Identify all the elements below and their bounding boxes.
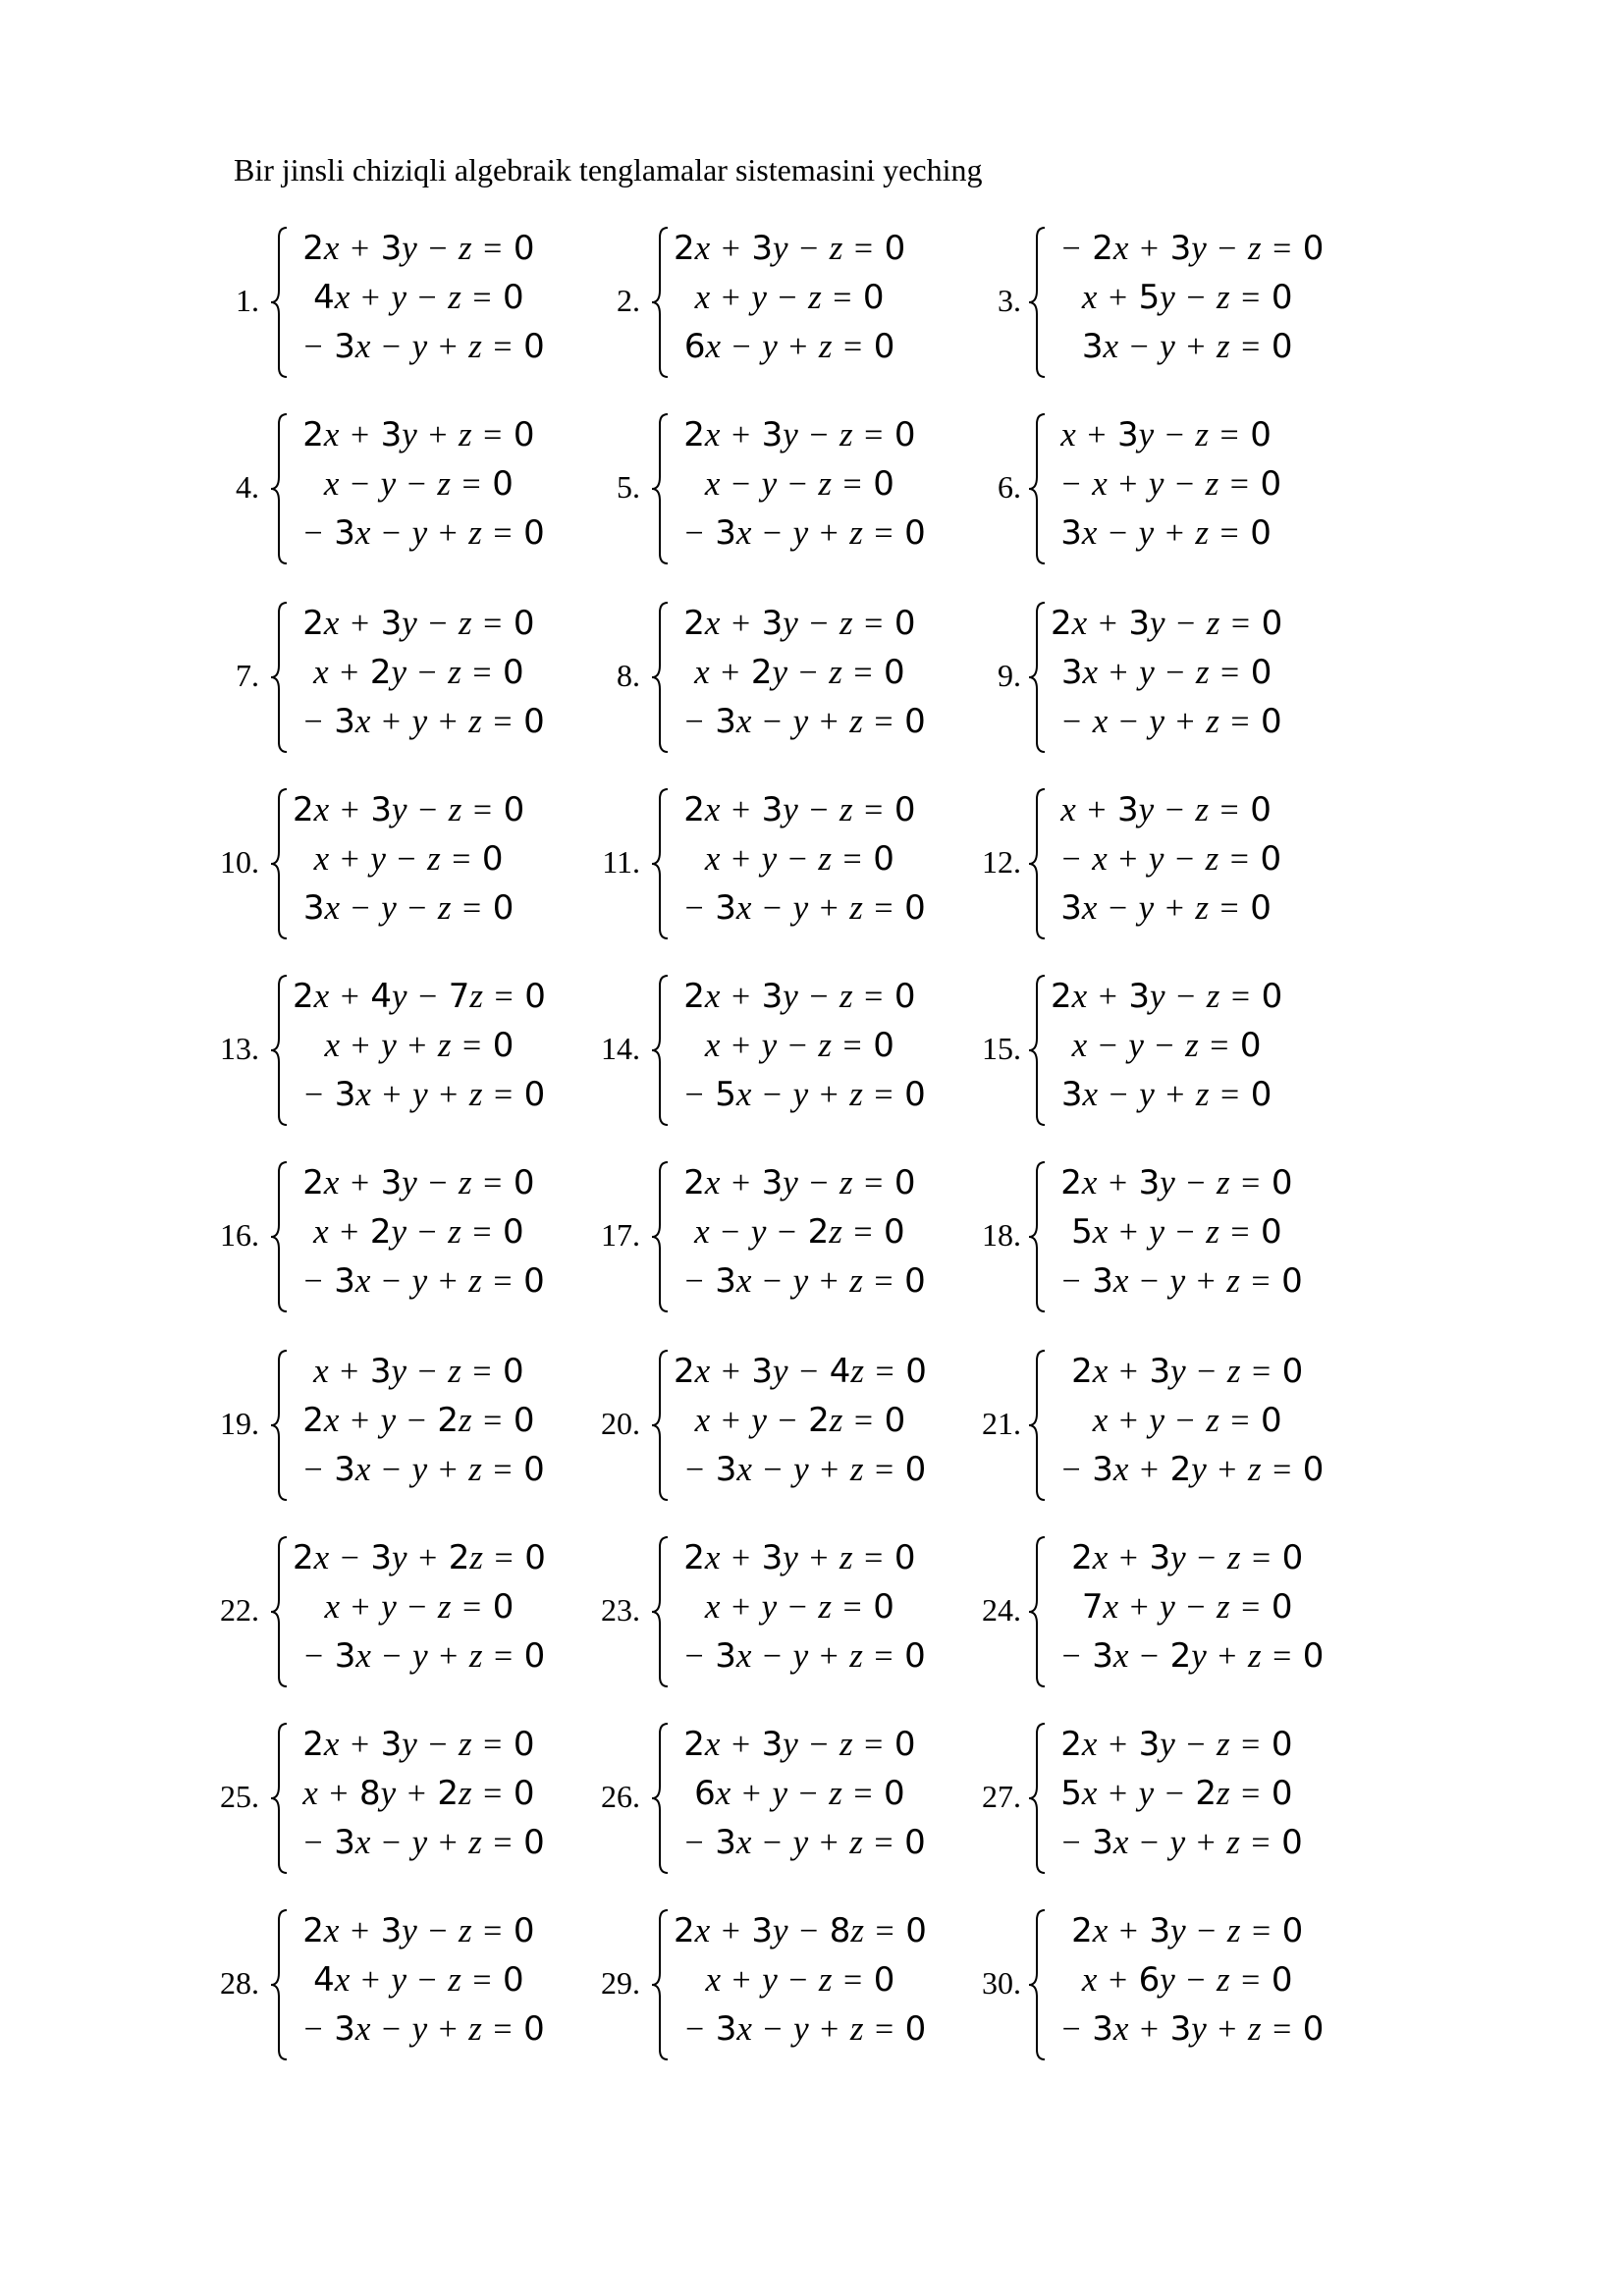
equation-system bbox=[0, 785, 1624, 942]
left-brace-icon bbox=[1027, 599, 1051, 756]
equation: 2x − 3y + 2z = 0 bbox=[293, 1538, 546, 1577]
equation: 2x + 3y − z = 0 bbox=[302, 1163, 535, 1202]
equation: − 3x − y + z = 0 bbox=[677, 702, 926, 741]
equation: x + 2y − z = 0 bbox=[313, 653, 524, 692]
left-brace-icon bbox=[1027, 1158, 1051, 1315]
equation-system bbox=[0, 224, 1624, 381]
system-number: 26. bbox=[601, 1779, 640, 1814]
equation: − 3x − y + z = 0 bbox=[677, 513, 926, 553]
equation: x + 6y − z = 0 bbox=[1081, 1960, 1293, 2000]
system-number: 11. bbox=[602, 844, 640, 880]
equation: 2x + 3y − z = 0 bbox=[683, 415, 916, 454]
equation: 2x + y − 2z = 0 bbox=[302, 1401, 535, 1440]
equation: 2x + 3y − z = 0 bbox=[1060, 1725, 1293, 1764]
equation: − 3x + 3y + z = 0 bbox=[1054, 2009, 1325, 2049]
equation: x + y − z = 0 bbox=[324, 1587, 514, 1627]
system-number: 4. bbox=[236, 469, 259, 505]
equation-system bbox=[0, 1158, 1624, 1315]
system-number: 17. bbox=[601, 1217, 640, 1253]
equations-block bbox=[1051, 599, 1282, 746]
equation: 2x + 3y − z = 0 bbox=[1051, 604, 1283, 643]
equation: 2x + 3y − z = 0 bbox=[683, 604, 916, 643]
equation: x + 3y − z = 0 bbox=[1060, 790, 1272, 829]
equation: x + y + z = 0 bbox=[324, 1026, 514, 1065]
equation: − 3x − y + z = 0 bbox=[677, 1636, 926, 1676]
system-number: 5. bbox=[617, 469, 640, 505]
equation: − 3x − y + z = 0 bbox=[296, 327, 545, 366]
equation: x + y − z = 0 bbox=[694, 278, 885, 317]
equation: x + 3y − z = 0 bbox=[1060, 415, 1272, 454]
equation: 2x + 3y − z = 0 bbox=[683, 1725, 916, 1764]
system-number: 27. bbox=[982, 1779, 1021, 1814]
equation: x − y − z = 0 bbox=[704, 464, 894, 504]
system-number: 3. bbox=[998, 283, 1021, 318]
equation: 2x + 3y − z = 0 bbox=[683, 790, 916, 829]
equation: − 3x − 2y + z = 0 bbox=[1054, 1636, 1325, 1676]
equation: 2x + 3y − z = 0 bbox=[1071, 1911, 1304, 1950]
equation: − 3x − y + z = 0 bbox=[677, 1823, 926, 1862]
equation: 2x + 3y − z = 0 bbox=[1071, 1538, 1304, 1577]
equations-block bbox=[1051, 1347, 1324, 1494]
equation-system bbox=[0, 1906, 1624, 2063]
equation: 2x + 3y − z = 0 bbox=[1051, 977, 1283, 1016]
equation: 5x + y − z = 0 bbox=[1071, 1212, 1282, 1252]
equation: 3x − y + z = 0 bbox=[1081, 327, 1293, 366]
equation: − 3x − y + z = 0 bbox=[1054, 1261, 1303, 1301]
equation: 4x + y − z = 0 bbox=[313, 278, 524, 317]
equation: 3x − y − z = 0 bbox=[302, 888, 514, 928]
left-brace-icon bbox=[1027, 1533, 1051, 1690]
equation: x + y − z = 0 bbox=[704, 1587, 894, 1627]
equation: 4x + y − z = 0 bbox=[313, 1960, 524, 2000]
equation: − 3x − y + z = 0 bbox=[296, 513, 545, 553]
system-number: 20. bbox=[601, 1406, 640, 1441]
equation: 2x + 3y − z = 0 bbox=[302, 1725, 535, 1764]
equation: − 3x + 2y + z = 0 bbox=[1054, 1450, 1325, 1489]
equation: − 3x − y + z = 0 bbox=[1054, 1823, 1303, 1862]
equation: − 3x − y + z = 0 bbox=[677, 888, 926, 928]
equation-system bbox=[0, 1533, 1624, 1690]
system-number: 2. bbox=[617, 283, 640, 318]
equation: 3x − y + z = 0 bbox=[1060, 1075, 1272, 1114]
equations-block bbox=[1051, 1158, 1303, 1306]
equations-block bbox=[1051, 785, 1281, 933]
equation: − 3x − y + z = 0 bbox=[296, 2009, 545, 2049]
equation: x + 2y − z = 0 bbox=[694, 653, 905, 692]
equation: x + y − z = 0 bbox=[705, 1960, 895, 2000]
equation: x − y − z = 0 bbox=[323, 464, 514, 504]
left-brace-icon bbox=[1027, 410, 1051, 567]
equation: 2x + 3y − z = 0 bbox=[302, 1911, 535, 1950]
system-number: 19. bbox=[220, 1406, 259, 1441]
equation: 2x + 3y − z = 0 bbox=[674, 229, 906, 268]
equation: 2x + 3y + z = 0 bbox=[683, 1538, 916, 1577]
equation: x − y − 2z = 0 bbox=[694, 1212, 905, 1252]
equation: − 3x − y + z = 0 bbox=[677, 1450, 927, 1489]
equation: 2x + 3y − z = 0 bbox=[683, 977, 916, 1016]
equation: 2x + 4y − 7z = 0 bbox=[293, 977, 546, 1016]
system-number: 6. bbox=[998, 469, 1021, 505]
equation-system bbox=[0, 1720, 1624, 1877]
equation: 2x + 3y − z = 0 bbox=[302, 229, 535, 268]
system-number: 10. bbox=[220, 844, 259, 880]
system-number: 16. bbox=[220, 1217, 259, 1253]
system-number: 28. bbox=[220, 1965, 259, 2001]
equation: − 3x + y + z = 0 bbox=[296, 702, 545, 741]
equation: 2x + 3y − z = 0 bbox=[1071, 1352, 1304, 1391]
left-brace-icon bbox=[1027, 224, 1051, 381]
system-number: 9. bbox=[998, 658, 1021, 693]
equations-block bbox=[1051, 972, 1282, 1119]
system-number: 22. bbox=[220, 1592, 259, 1628]
system-number: 13. bbox=[220, 1031, 259, 1066]
equation: x + y − z = 0 bbox=[1092, 1401, 1282, 1440]
left-brace-icon bbox=[1027, 972, 1051, 1129]
left-brace-icon bbox=[1027, 1347, 1051, 1504]
equation: x + y − 2z = 0 bbox=[694, 1401, 906, 1440]
equations-block bbox=[1051, 1906, 1324, 2054]
system-number: 18. bbox=[982, 1217, 1021, 1253]
equation-system bbox=[0, 1347, 1624, 1504]
equation: − x − y + z = 0 bbox=[1054, 702, 1282, 741]
equation: 2x + 3y − z = 0 bbox=[293, 790, 525, 829]
equation: 3x − y + z = 0 bbox=[1060, 888, 1272, 928]
equation: − 3x − y + z = 0 bbox=[677, 1261, 926, 1301]
equation: − x + y − z = 0 bbox=[1054, 839, 1282, 879]
equation: x + 2y − z = 0 bbox=[313, 1212, 524, 1252]
system-number: 15. bbox=[982, 1031, 1021, 1066]
equation: − 3x + y + z = 0 bbox=[296, 1075, 546, 1114]
equation: − 3x − y + z = 0 bbox=[296, 1261, 545, 1301]
equation: x + 8y + 2z = 0 bbox=[302, 1774, 535, 1813]
system-number: 29. bbox=[601, 1965, 640, 2001]
equation: 7x + y − z = 0 bbox=[1081, 1587, 1293, 1627]
equation: 2x + 3y − 4z = 0 bbox=[674, 1352, 927, 1391]
system-number: 30. bbox=[982, 1965, 1021, 2001]
equation: 2x + 3y − z = 0 bbox=[1060, 1163, 1293, 1202]
equation: 2x + 3y − z = 0 bbox=[683, 1163, 916, 1202]
equation: − 3x − y + z = 0 bbox=[296, 1636, 546, 1676]
equation: 2x + 3y + z = 0 bbox=[302, 415, 535, 454]
equation-system bbox=[0, 599, 1624, 756]
equations-block bbox=[1051, 224, 1324, 371]
equations-block bbox=[1051, 410, 1281, 558]
system-number: 8. bbox=[617, 658, 640, 693]
equation: − 5x − y + z = 0 bbox=[677, 1075, 926, 1114]
left-brace-icon bbox=[1027, 1906, 1051, 2063]
equation: 2x + 3y − z = 0 bbox=[302, 604, 535, 643]
page-title: Bir jinsli chiziqli algebraik tenglamalar sistemasini yeching bbox=[234, 152, 983, 187]
equation: 6x + y − z = 0 bbox=[694, 1774, 905, 1813]
system-number: 25. bbox=[220, 1779, 259, 1814]
left-brace-icon bbox=[1027, 785, 1051, 942]
system-number: 23. bbox=[601, 1592, 640, 1628]
equation: x + y − z = 0 bbox=[704, 1026, 894, 1065]
equations-block bbox=[1051, 1533, 1324, 1681]
equation: − 3x − y + z = 0 bbox=[296, 1450, 545, 1489]
equation-system bbox=[0, 972, 1624, 1129]
equation: − 2x + 3y − z = 0 bbox=[1054, 229, 1325, 268]
equation: 2x + 3y − 8z = 0 bbox=[674, 1911, 927, 1950]
equation: 3x + y − z = 0 bbox=[1060, 653, 1272, 692]
left-brace-icon bbox=[1027, 1720, 1051, 1877]
equation: 5x + y − 2z = 0 bbox=[1060, 1774, 1293, 1813]
system-number: 12. bbox=[982, 844, 1021, 880]
equation-system bbox=[0, 410, 1624, 567]
equation: x − y − z = 0 bbox=[1071, 1026, 1262, 1065]
equation: − 3x − y + z = 0 bbox=[296, 1823, 545, 1862]
equation: − 3x − y + z = 0 bbox=[677, 2009, 927, 2049]
equation: 3x − y + z = 0 bbox=[1060, 513, 1272, 553]
equations-block bbox=[1051, 1720, 1303, 1867]
system-number: 7. bbox=[236, 658, 259, 693]
equation: − x + y − z = 0 bbox=[1054, 464, 1282, 504]
system-number: 24. bbox=[982, 1592, 1021, 1628]
equation: x + y − z = 0 bbox=[704, 839, 894, 879]
system-number: 21. bbox=[982, 1406, 1021, 1441]
system-number: 1. bbox=[236, 283, 259, 318]
equation: 6x − y + z = 0 bbox=[683, 327, 895, 366]
equation: x + 3y − z = 0 bbox=[313, 1352, 524, 1391]
equation: x + y − z = 0 bbox=[313, 839, 504, 879]
system-number: 14. bbox=[601, 1031, 640, 1066]
equation: x + 5y − z = 0 bbox=[1081, 278, 1293, 317]
